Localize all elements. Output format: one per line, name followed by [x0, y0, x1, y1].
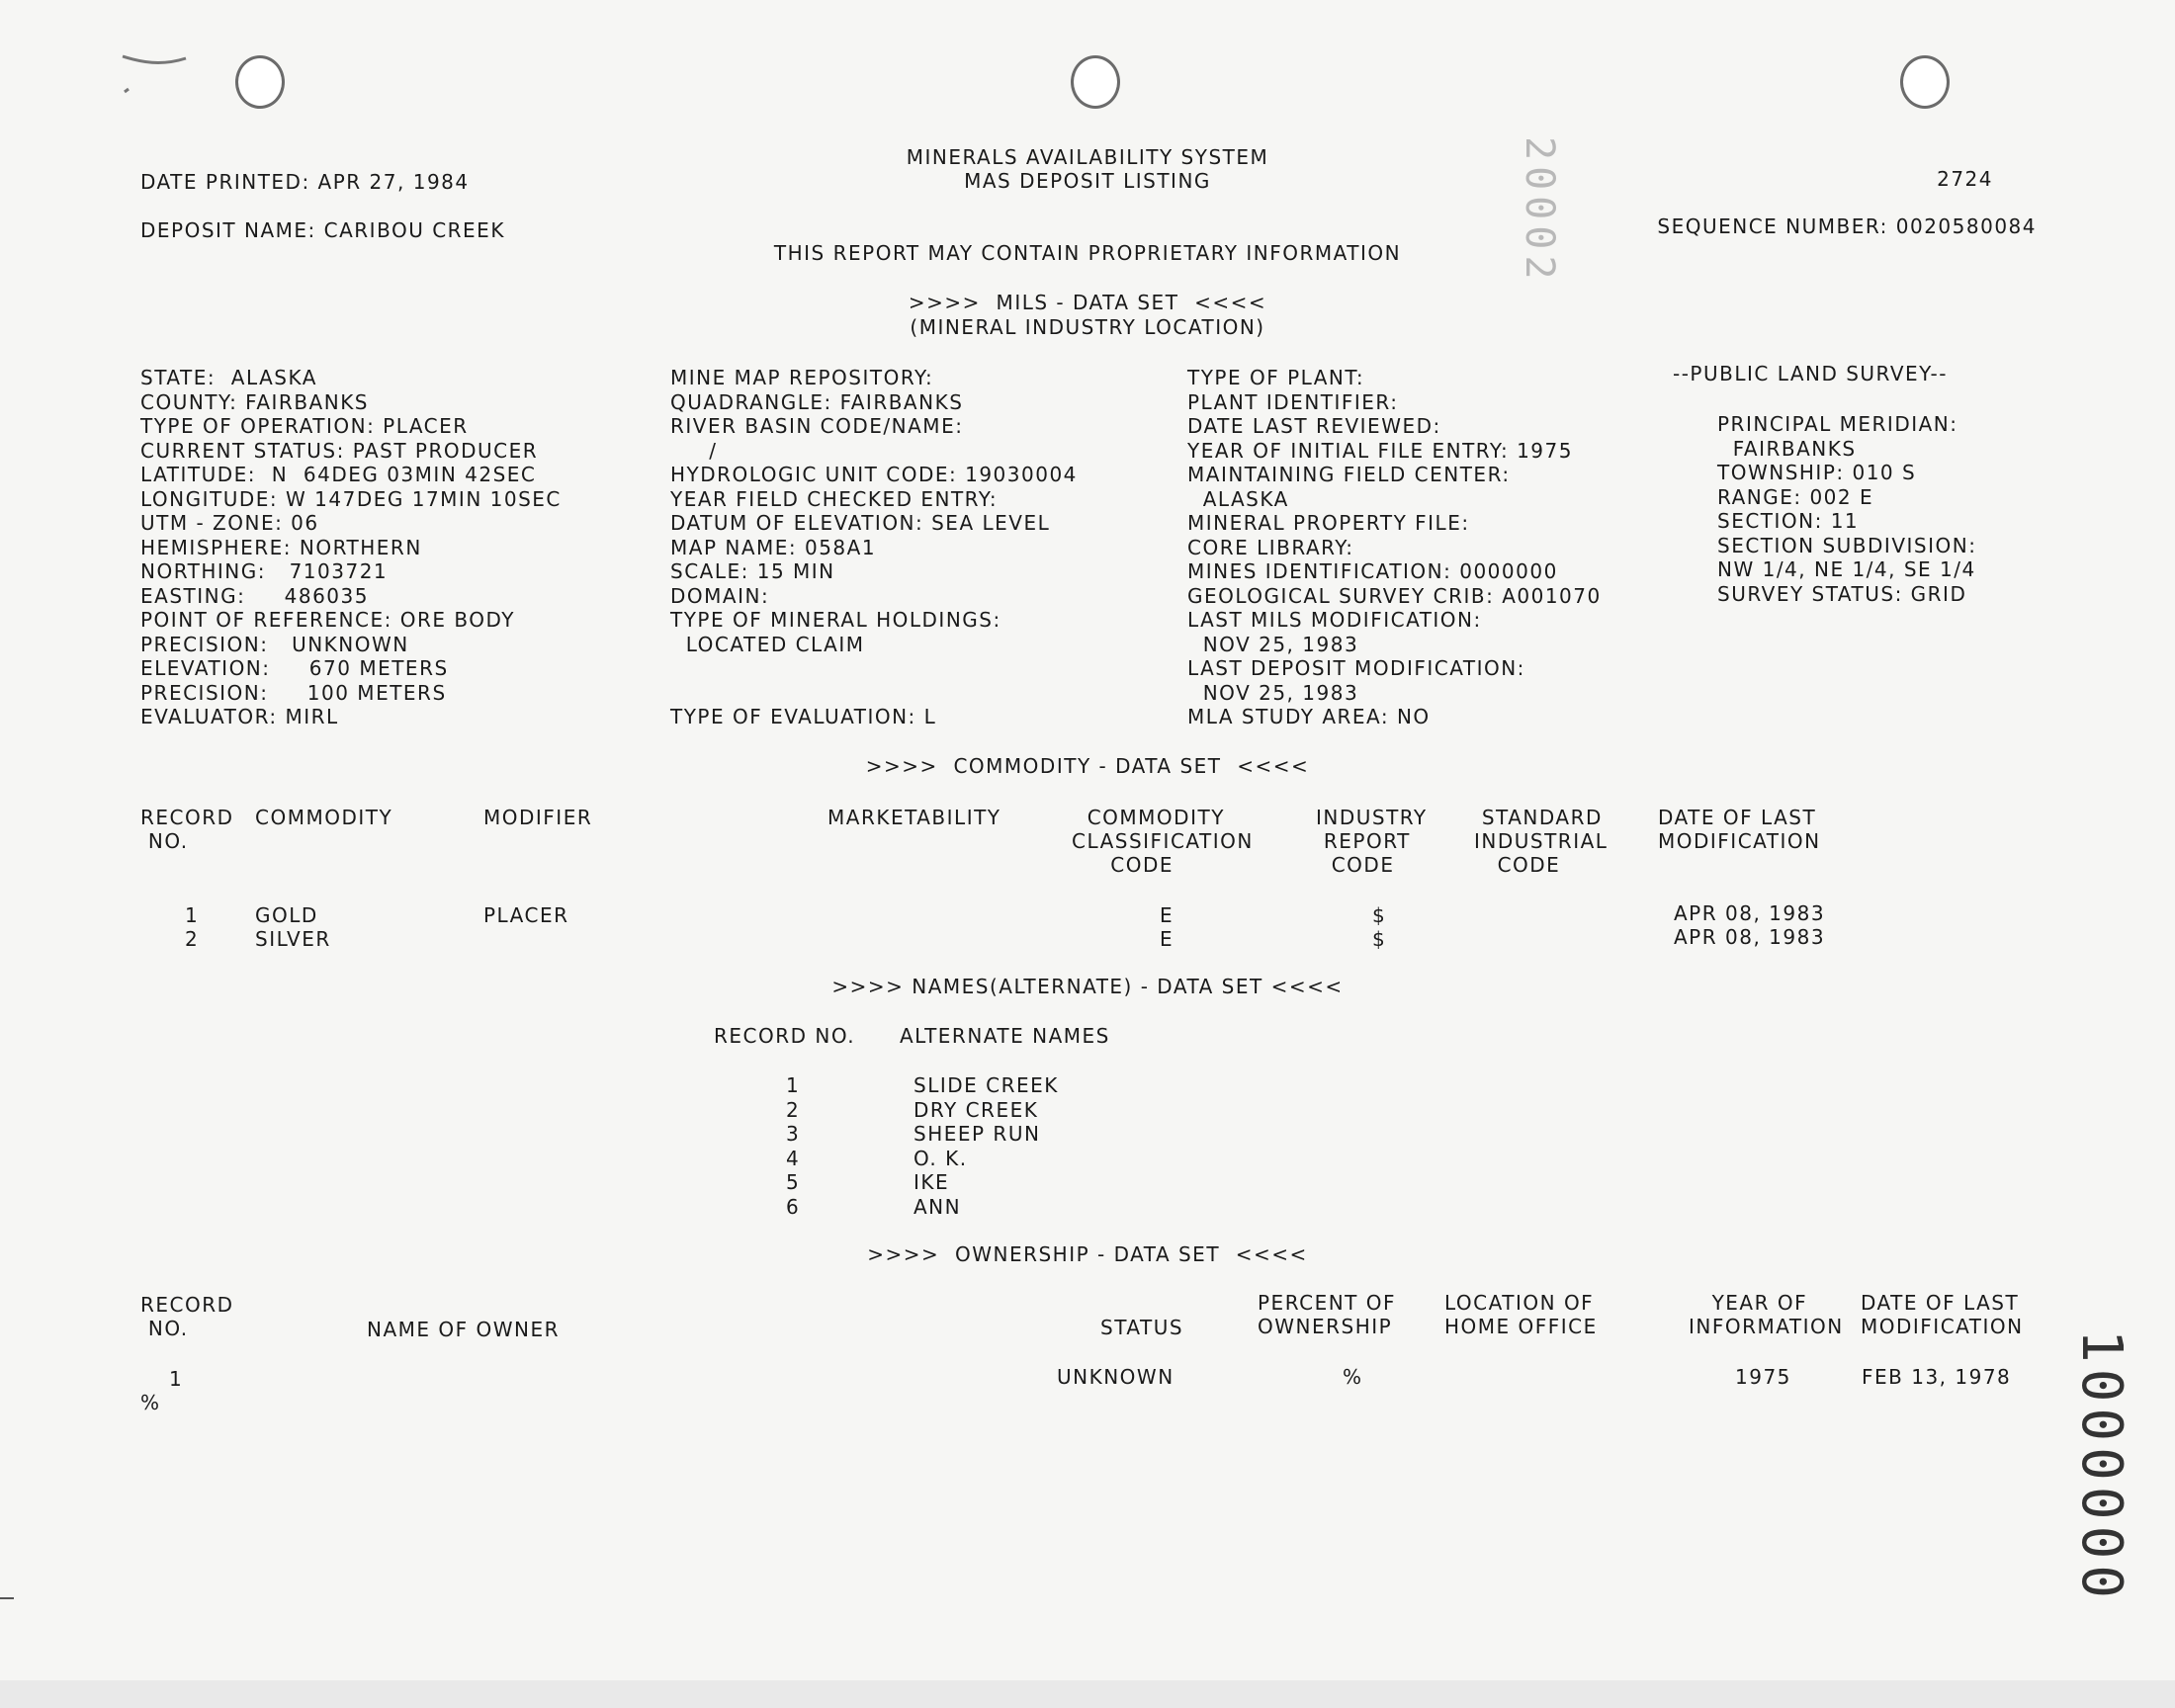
field: GEOLOGICAL SURVEY CRIB: A001070	[1187, 583, 1602, 608]
field: SCALE: 15 MIN	[670, 559, 835, 583]
industry-code: $	[1372, 903, 1387, 927]
modifier: PLACER	[483, 903, 569, 927]
deposit-name: DEPOSIT NAME: CARIBOU CREEK	[140, 218, 505, 242]
field: SURVEY STATUS: GRID	[1717, 581, 1967, 606]
commodity: GOLD	[255, 903, 318, 927]
col-header-marketability: MARKETABILITY	[827, 806, 1001, 829]
date: FEB 13, 1978	[1862, 1365, 2012, 1389]
record-no: 2	[185, 927, 200, 951]
field: HEMISPHERE: NORTHERN	[140, 535, 422, 559]
field: UTM - ZONE: 06	[140, 511, 319, 535]
alternate-name: DRY CREEK	[914, 1097, 1039, 1122]
binder-hole-left	[235, 55, 285, 109]
record-no: 4	[786, 1146, 801, 1170]
col-header-industry-report: INDUSTRY REPORT CODE	[1316, 806, 1428, 877]
col-header-modifier: MODIFIER	[483, 806, 593, 829]
sequence-number: SEQUENCE NUMBER: 0020580084	[1657, 214, 2037, 238]
record-no: 2	[786, 1097, 801, 1122]
field: YEAR FIELD CHECKED ENTRY:	[670, 486, 999, 511]
field: TYPE OF EVALUATION: L	[670, 705, 937, 728]
field: TYPE OF OPERATION: PLACER	[140, 414, 469, 438]
field: DOMAIN:	[670, 583, 770, 608]
field: NOV 25, 1983	[1187, 632, 1359, 656]
date-printed: DATE PRINTED: APR 27, 1984	[140, 170, 470, 194]
field: PRECISION: UNKNOWN	[140, 632, 409, 656]
field: POINT OF REFERENCE: ORE BODY	[140, 608, 515, 632]
alternate-name: SLIDE CREEK	[914, 1073, 1059, 1097]
field: HYDROLOGIC UNIT CODE: 19030004	[670, 463, 1078, 486]
field: FAIRBANKS	[1717, 436, 1857, 461]
alternate-name: SHEEP RUN	[914, 1122, 1041, 1146]
field: NORTHING: 7103721	[140, 559, 389, 583]
col-header-year: YEAR OF INFORMATION	[1689, 1291, 1844, 1338]
proprietary-notice: THIS REPORT MAY CONTAIN PROPRIETARY INFORMATION	[773, 241, 1402, 265]
col-header-sic: STANDARD INDUSTRIAL CODE	[1474, 806, 1609, 877]
field: LOCATED CLAIM	[670, 632, 865, 656]
field: MLA STUDY AREA: NO	[1187, 705, 1431, 728]
field: PLANT IDENTIFIER:	[1187, 389, 1399, 414]
page-number: 2724	[1937, 167, 1993, 191]
field: MINERAL PROPERTY FILE:	[1187, 511, 1470, 535]
field: PRECISION: 100 METERS	[140, 680, 447, 705]
field: YEAR OF INITIAL FILE ENTRY: 1975	[1187, 438, 1573, 463]
field: LATITUDE: N 64DEG 03MIN 42SEC	[140, 463, 537, 486]
record-no: 5	[786, 1170, 801, 1194]
date: APR 08, 1983	[1674, 925, 1826, 949]
record-no: 6	[786, 1194, 801, 1219]
field: MAP NAME: 058A1	[670, 535, 877, 559]
field: RIVER BASIN CODE/NAME:	[670, 414, 964, 438]
col-header-classification: COMMODITY CLASSIFICATION CODE	[1072, 806, 1254, 877]
class-code: E	[1160, 927, 1174, 951]
field: NOV 25, 1983	[1187, 680, 1359, 705]
record-no: 1	[185, 903, 200, 927]
field: CORE LIBRARY:	[1187, 535, 1354, 559]
col-header-owner-name: NAME OF OWNER	[367, 1318, 561, 1341]
status: UNKNOWN	[1057, 1365, 1174, 1389]
mils-subtitle: (MINERAL INDUSTRY LOCATION)	[910, 315, 1265, 339]
binder-hole-center	[1071, 55, 1120, 109]
field: MINE MAP REPOSITORY:	[670, 366, 934, 389]
field: RANGE: 002 E	[1717, 484, 1874, 509]
field: LAST DEPOSIT MODIFICATION:	[1187, 656, 1525, 680]
col-header-date-modified: DATE OF LAST MODIFICATION	[1658, 806, 1821, 853]
field: COUNTY: FAIRBANKS	[140, 389, 369, 414]
field: LONGITUDE: W 147DEG 17MIN 10SEC	[140, 486, 562, 511]
commodity: SILVER	[255, 927, 331, 951]
field: PRINCIPAL MERIDIAN:	[1717, 412, 1958, 436]
col-header-record-no: RECORD NO.	[140, 1293, 234, 1340]
field: QUADRANGLE: FAIRBANKS	[670, 389, 964, 414]
col-header-commodity: COMMODITY	[255, 806, 393, 829]
field: TYPE OF PLANT:	[1187, 366, 1365, 389]
col-header-status: STATUS	[1100, 1316, 1184, 1339]
record-no: 1	[169, 1367, 184, 1391]
col-header-record-no: RECORD NO.	[714, 1024, 856, 1048]
record-no: 3	[786, 1122, 801, 1146]
class-code: E	[1160, 903, 1174, 927]
field: SECTION SUBDIVISION:	[1717, 533, 1977, 557]
field: TOWNSHIP: 010 S	[1717, 461, 1917, 484]
industry-code: $	[1372, 927, 1387, 951]
field: LAST MILS MODIFICATION:	[1187, 608, 1482, 632]
field: TYPE OF MINERAL HOLDINGS:	[670, 608, 1001, 632]
field: STATE: ALASKA	[140, 366, 317, 389]
commodity-title: >>>> COMMODITY - DATA SET <<<<	[865, 754, 1310, 778]
alternate-name: O. K.	[914, 1146, 968, 1170]
public-land-survey-title: --PUBLIC LAND SURVEY--	[1673, 362, 1948, 385]
edge-mark	[0, 1597, 14, 1599]
field: ALASKA	[1187, 486, 1289, 511]
field: EASTING: 486035	[140, 583, 369, 608]
date: APR 08, 1983	[1674, 901, 1826, 925]
field: ELEVATION: 670 METERS	[140, 656, 449, 680]
field: /	[670, 438, 718, 463]
field: DATUM OF ELEVATION: SEA LEVEL	[670, 511, 1051, 535]
system-title: MINERALS AVAILABILITY SYSTEM	[906, 145, 1269, 169]
field: MINES IDENTIFICATION: 0000000	[1187, 559, 1558, 583]
listing-title: MAS DEPOSIT LISTING	[964, 169, 1211, 193]
binder-hole-right	[1900, 55, 1950, 109]
field: MAINTAINING FIELD CENTER:	[1187, 463, 1511, 486]
record-no: 1	[786, 1073, 801, 1097]
ownership-title: >>>> OWNERSHIP - DATA SET <<<<	[867, 1242, 1308, 1266]
field: DATE LAST REVIEWED:	[1187, 414, 1441, 438]
field: CURRENT STATUS: PAST PRODUCER	[140, 438, 539, 463]
alternate-name: ANN	[914, 1194, 962, 1219]
field: SECTION: 11	[1717, 509, 1860, 533]
field: NW 1/4, NE 1/4, SE 1/4	[1717, 557, 1976, 581]
col-header-date-modified: DATE OF LAST MODIFICATION	[1861, 1291, 2024, 1338]
col-header-location: LOCATION OF HOME OFFICE	[1444, 1291, 1598, 1338]
mils-title: >>>> MILS - DATA SET <<<<	[908, 291, 1267, 314]
field: EVALUATOR: MIRL	[140, 705, 339, 728]
footnote-mark: %	[140, 1391, 161, 1414]
alternate-name: IKE	[914, 1170, 950, 1194]
percent: %	[1343, 1365, 1363, 1389]
col-header-percent: PERCENT OF OWNERSHIP	[1258, 1291, 1396, 1338]
margin-stamp: 1000000	[2069, 1329, 2133, 1605]
col-header-record-no: RECORD NO.	[140, 806, 234, 853]
names-title: >>>> NAMES(ALTERNATE) - DATA SET <<<<	[831, 975, 1344, 998]
year: 1975	[1735, 1365, 1791, 1389]
pen-mark	[117, 44, 196, 104]
col-header-alternate-names: ALTERNATE NAMES	[900, 1024, 1110, 1048]
faint-stamp: 20002	[1517, 136, 1562, 286]
